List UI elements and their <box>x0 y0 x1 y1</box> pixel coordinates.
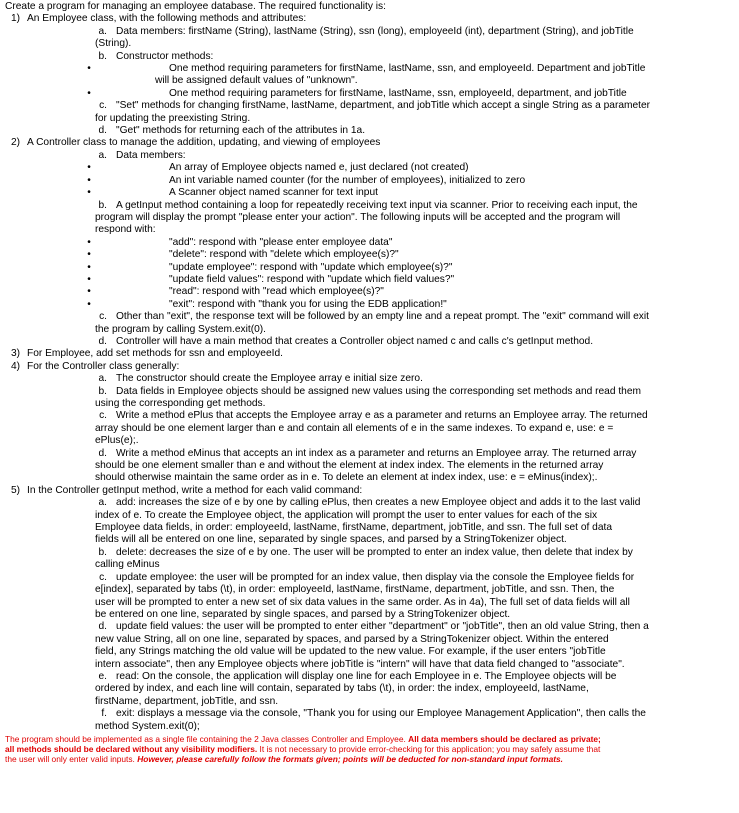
bullet-icon: • <box>87 249 91 261</box>
section-3 <box>5 348 733 360</box>
bullet-icon: • <box>87 273 91 285</box>
item-text: "Get" methods for returning each of the attributes in 1a. <box>116 125 366 137</box>
item-text-cont: method System.exit(0); <box>95 720 200 732</box>
item-5f <box>5 708 733 720</box>
footer-text: It is not necessary to provide error-checking for this application; you may safely assume that <box>257 744 601 755</box>
bullet-text: A Scanner object named scanner for text input <box>169 187 378 199</box>
item-text-cont: should be one element smaller than e and without the element at index index. The elements in the returned array <box>95 460 604 472</box>
command-text: "add": respond with "please enter employee data" <box>169 236 393 248</box>
section-3-number: 3) <box>10 348 20 360</box>
item-marker: c. <box>99 571 107 583</box>
item-text: Write a method ePlus that accepts the Employee array e as a parameter and returns an Employee array. The returned <box>116 410 648 422</box>
item-1b <box>5 51 733 63</box>
item-text-cont: fields will all be entered on one line, separated by single spaces, and parsed by a StringTokenizer object. <box>95 534 567 546</box>
item-text: update field values: the user will be prompted to enter either "department" or "jobTitle", then an old value String, then a <box>116 621 649 633</box>
item-marker: d. <box>98 335 107 347</box>
bullet-icon: • <box>87 298 91 310</box>
item-text-cont: ePlus(e);. <box>95 435 139 447</box>
footer-note <box>5 734 733 765</box>
item-2a <box>5 150 733 162</box>
command-bullet <box>5 237 733 249</box>
item-5c <box>5 572 733 584</box>
item-5d <box>5 621 733 633</box>
bullet-icon: • <box>87 162 91 174</box>
footer-emphasis: However, please carefully follow the formats given; points will be deducted for non-standard input formats. <box>137 754 564 765</box>
item-text-cont: e[index], separated by tabs (\t), in order: employeeId, lastName, firstName, department, jobTitle, and ssn. Then, the <box>95 584 615 596</box>
item-marker: d. <box>98 621 107 633</box>
item-marker: c. <box>99 100 107 112</box>
item-text: add: increases the size of e by one by calling ePlus, then creates a new Employee object and adds it to the last valid <box>116 497 641 509</box>
command-text: "delete": respond with "delete which employee(s)?" <box>169 249 399 261</box>
item-text: exit: displays a message via the console, "Thank you for using our Employee Management Application", then calls the <box>116 708 646 720</box>
bullet-text-cont: will be assigned default values of "unknown". <box>155 75 358 87</box>
item-text-cont: calling eMinus <box>95 559 160 571</box>
bullet-text: One method requiring parameters for firstName, lastName, ssn, employeeId, department, and jobTitle <box>169 87 627 99</box>
bullet-text: One method requiring parameters for firstName, lastName, ssn, and employeeId. Department and jobTitle <box>169 63 646 75</box>
footer-emphasis: all methods should be declared without any visibility modifiers. <box>5 744 258 755</box>
bullet-icon: • <box>87 261 91 273</box>
item-marker: a. <box>98 497 107 509</box>
item-text: Controller will have a main method that creates a Controller object named c and calls c's getInput method. <box>116 335 594 347</box>
item-text: update employee: the user will be prompted for an index value, then display via the console the Employee fields for <box>116 571 635 583</box>
footer-emphasis: All data members should be declared as private; <box>408 733 601 744</box>
item-text-cont: array should be one element larger than e and contain all elements of e in the same indexes. To expand e, use: e = <box>95 422 614 434</box>
item-4d <box>5 448 733 460</box>
item-marker: c. <box>99 311 107 323</box>
command-text: "update employee": respond with "update which employee(s)?" <box>169 261 453 273</box>
bullet-item <box>5 63 733 75</box>
item-text: The constructor should create the Employee array e initial size zero. <box>116 373 423 385</box>
bullet-icon: • <box>87 286 91 298</box>
item-text: Other than "exit", the response text will be followed by an empty line and a repeat prompt. The "exit" command will exit <box>116 311 649 323</box>
item-text: Constructor methods: <box>116 50 214 62</box>
item-marker: c. <box>99 410 107 422</box>
section-5-number: 5) <box>10 484 20 496</box>
bullet-item <box>5 187 733 199</box>
item-text-cont: the program by calling System.exit(0). <box>95 323 266 335</box>
section-5-text: In the Controller getInput method, write a method for each valid command: <box>27 484 363 496</box>
section-5 <box>5 485 733 497</box>
item-text: delete: decreases the size of e by one. The user will be prompted to enter an index value, then delete that index by <box>116 546 633 558</box>
bullet-text: An array of Employee objects named e, just declared (not created) <box>169 162 469 174</box>
item-marker: b. <box>98 50 107 62</box>
item-1d <box>5 125 733 137</box>
bullet-icon: • <box>87 187 91 199</box>
bullet-text: An int variable named counter (for the number of employees), initialized to zero <box>169 174 526 186</box>
section-1 <box>5 13 733 25</box>
item-text: Data members: firstName (String), lastName (String), ssn (long), employeeId (int), department (String), and jobTitle <box>116 25 634 37</box>
bullet-icon: • <box>87 87 91 99</box>
section-3-text: For Employee, add set methods for ssn and employeeId. <box>27 348 283 360</box>
section-4-text: For the Controller class generally: <box>27 360 180 372</box>
item-4c <box>5 410 733 422</box>
footer-text: the user will only enter valid inputs. <box>5 754 138 765</box>
item-text: "Set" methods for changing firstName, lastName, department, and jobTitle which accept a single String as a parameter <box>116 100 651 112</box>
item-4b <box>5 386 733 398</box>
section-2-text: A Controller class to manage the addition, updating, and viewing of employees <box>27 137 381 149</box>
bullet-item <box>5 88 733 100</box>
item-text-cont: using the corresponding get methods. <box>95 398 266 409</box>
item-text-cont: ordered by index, and each line will contain, separated by tabs (\t), in order: the index, employeeId, lastName, <box>95 683 589 695</box>
item-text-cont: firstName, department, jobTitle, and ssn. <box>95 695 279 707</box>
item-marker: a. <box>98 373 107 385</box>
item-text-cont: intern associate", then any Employee objects where jobTitle is "intern" will have that data field changed to "associate". <box>95 658 625 670</box>
command-bullet <box>5 286 733 298</box>
item-text-cont: index of e. To create the Employee object, the application will prompt the user to enter values for each of the six <box>95 509 598 521</box>
item-marker: a. <box>98 25 107 37</box>
bullet-icon: • <box>87 63 91 75</box>
bullet-item <box>5 162 733 174</box>
item-marker: f. <box>101 708 107 720</box>
item-text-cont: field, any Strings matching the old value will be updated to the new value. For example, if the user enters "jobTitle <box>95 646 606 658</box>
item-text: read: On the console, the application will display one line for each Employee in e. The Employee objects will be <box>116 670 617 682</box>
item-2c <box>5 311 733 323</box>
item-5a <box>5 497 733 509</box>
item-marker: b. <box>98 199 107 211</box>
section-4-number: 4) <box>10 360 20 372</box>
item-text-cont: should otherwise maintain the same order as in e. To delete an element at index index, use: e = eMinus(index);. <box>95 472 598 484</box>
section-2-number: 2) <box>10 137 20 149</box>
item-2d <box>5 336 733 348</box>
item-2b <box>5 200 733 212</box>
section-2 <box>5 137 733 149</box>
item-text: A getInput method containing a loop for repeatedly receiving text input via scanner. Prior to receiving each input, the <box>116 199 638 211</box>
bullet-icon: • <box>87 236 91 248</box>
item-5e <box>5 671 733 683</box>
item-text-cont: new value String, all on one line, separated by spaces, and parsed by a StringTokenizer object. Within the entered <box>95 633 609 645</box>
item-marker: d. <box>98 447 107 459</box>
item-text-cont: user will be prompted to enter a new set of six data values in the same order. As in 4a), The full set of data fields will all <box>95 596 630 608</box>
command-bullet <box>5 274 733 286</box>
section-1-text: An Employee class, with the following methods and attributes: <box>27 13 307 25</box>
section-4 <box>5 361 733 373</box>
item-marker: b. <box>98 546 107 558</box>
command-bullet <box>5 262 733 274</box>
item-text-cont: for updating the preexisting String. <box>95 112 251 124</box>
item-marker: b. <box>98 385 107 397</box>
command-bullet <box>5 299 733 311</box>
item-text: Data members: <box>116 149 186 161</box>
item-4a <box>5 373 733 385</box>
item-text-cont: Employee data fields, in order: employeeId, lastName, firstName, department, jobTitle, and ssn. The full set of data <box>95 522 612 534</box>
command-text: "read": respond with "read which employee(s)?" <box>169 286 384 298</box>
item-text-cont: program will display the prompt "please enter your action". The following inputs will be accepted and the program will <box>95 211 621 223</box>
item-text-cont: (String). <box>95 38 132 50</box>
item-5b <box>5 547 733 559</box>
item-marker: a. <box>98 149 107 161</box>
command-text: "update field values": respond with "update which field values?" <box>169 273 455 285</box>
footer-text: The program should be implemented as a single file containing the 2 Java classes Controller and Employee. <box>5 733 409 744</box>
item-text: Data fields in Employee objects should be assigned new values using the corresponding set methods and read them <box>116 385 641 397</box>
item-1a <box>5 26 733 38</box>
item-marker: e. <box>98 670 107 682</box>
item-text: Write a method eMinus that accepts an int index as a parameter and returns an Employee array. The returned array <box>116 447 637 459</box>
item-text-cont: be entered on one line, separated by single spaces, and parsed by a StringTokenizer object. <box>95 608 511 620</box>
bullet-item <box>5 175 733 187</box>
command-bullet <box>5 249 733 261</box>
item-text-cont: respond with: <box>95 224 156 236</box>
item-1c <box>5 100 733 112</box>
intro-text: Create a program for managing an employee database. The required functionality is: <box>5 1 386 12</box>
command-text: "exit": respond with "thank you for using the EDB application!" <box>169 298 447 310</box>
item-marker: d. <box>98 125 107 137</box>
section-1-number: 1) <box>10 13 20 25</box>
bullet-icon: • <box>87 174 91 186</box>
